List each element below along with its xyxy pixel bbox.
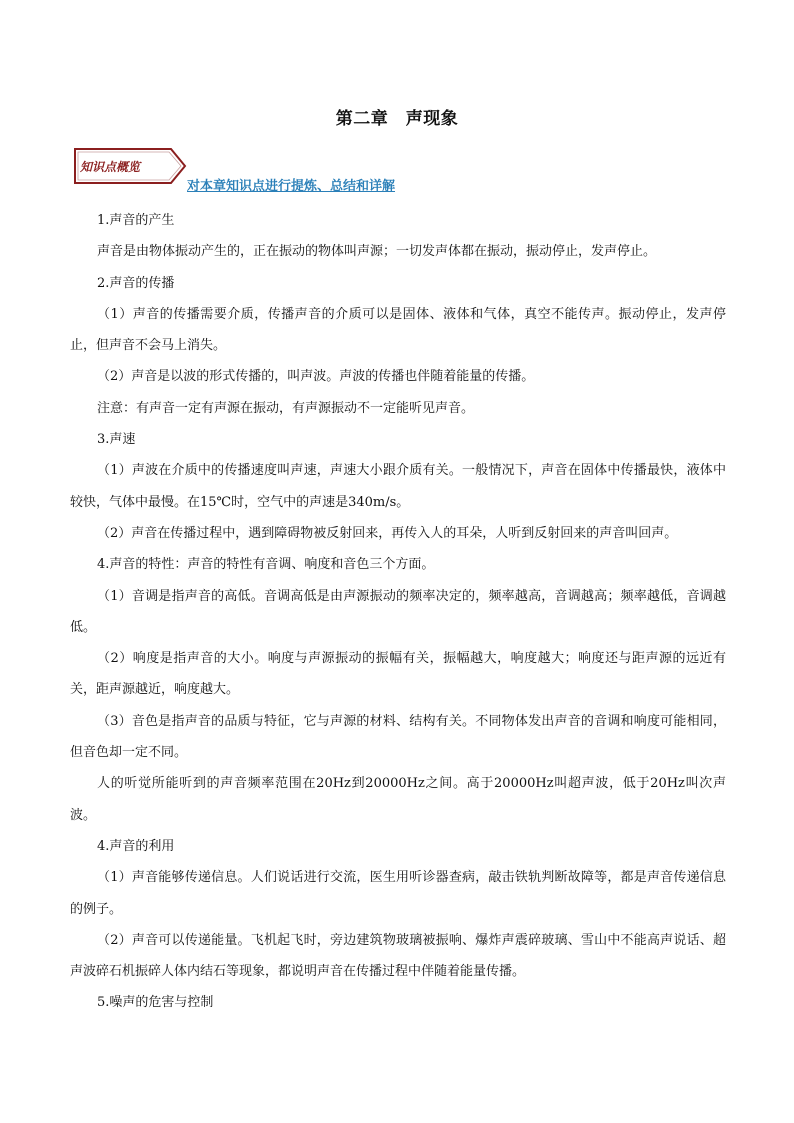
badge-label: 知识点概览 (80, 160, 141, 174)
content-body (70, 205, 726, 1019)
paragraph: 4.声音的特性：声音的特性有音调、响度和音色三个方面。 (97, 557, 435, 573)
paragraph: 1.声音的产生 (97, 213, 175, 228)
paragraph: （1）声音能够传递信息。人们说话进行交流，医生用听诊器查病，敲击铁轨判断故障等，都是声音传递信息的例子。 (70, 870, 726, 917)
paragraph: （3）音色是指声音的品质与特征，它与声源的材料、结构有关。不同物体发出声音的音调和响度可能相同，但音色却一定不同。 (70, 713, 726, 761)
paragraph: （1）音调是指声音的高低。音调高低是由声源振动的频率决定的，频率越高，音调越高；频率越低，音调越低。 (70, 588, 726, 635)
chapter-title: 第二章 声现象 (335, 109, 459, 129)
paragraph: 4.声音的利用 (97, 838, 175, 854)
paragraph: 5.噪声的危害与控制 (97, 995, 214, 1011)
paragraph: 注意：有声音一定有声源在振动，有声源振动不一定能听见声音。 (97, 400, 475, 416)
paragraph: （2）声音在传播过程中，遇到障碍物被反射回来，再传入人的耳朵，人听到反射回来的声音叫回声。 (97, 525, 678, 541)
paragraph: （2）声音可以传递能量。飞机起飞时，旁边建筑物玻璃被振响、爆炸声震碎玻璃、雪山中不能高声说话、超声波碎石机振碎人体内结石等现象，都说明声音在传播过程中伴随着能量传播。 (70, 932, 726, 980)
paragraph: 3.声速 (97, 432, 136, 448)
paragraph: （2）响度是指声音的大小。响度与声源振动的振幅有关，振幅越大，响度越大；响度还与距声源的远近有关，距声源越近，响度越大。 (70, 651, 726, 698)
section-subtitle: 对本章知识点进行提炼、总结和详解 (187, 179, 396, 194)
paragraph: 声音是由物体振动产生的，正在振动的物体叫声源；一切发声体都在振动，振动停止，发声停止。 (97, 244, 657, 260)
paragraph: 人的听觉所能听到的声音频率范围在20Hz到20000Hz之间。高于20000Hz叫超声波，低于20Hz叫次声波。 (70, 776, 726, 823)
paragraph: （2）声音是以波的形式传播的，叫声波。声波的传播也伴随着能量的传播。 (97, 369, 535, 385)
paragraph: （1）声音的传播需要介质，传播声音的介质可以是固体、液体和气体，真空不能传声。振动停止，发声停止，但声音不会马上消失。 (70, 306, 726, 354)
paragraph: 2.声音的传播 (97, 275, 175, 291)
paragraph: （1）声波在介质中的传播速度叫声速，声速大小跟介质有关。一般情况下，声音在固体中传播最快，液体中较快，气体中最慢。在15℃时，空气中的声速是340m/s。 (70, 463, 726, 510)
